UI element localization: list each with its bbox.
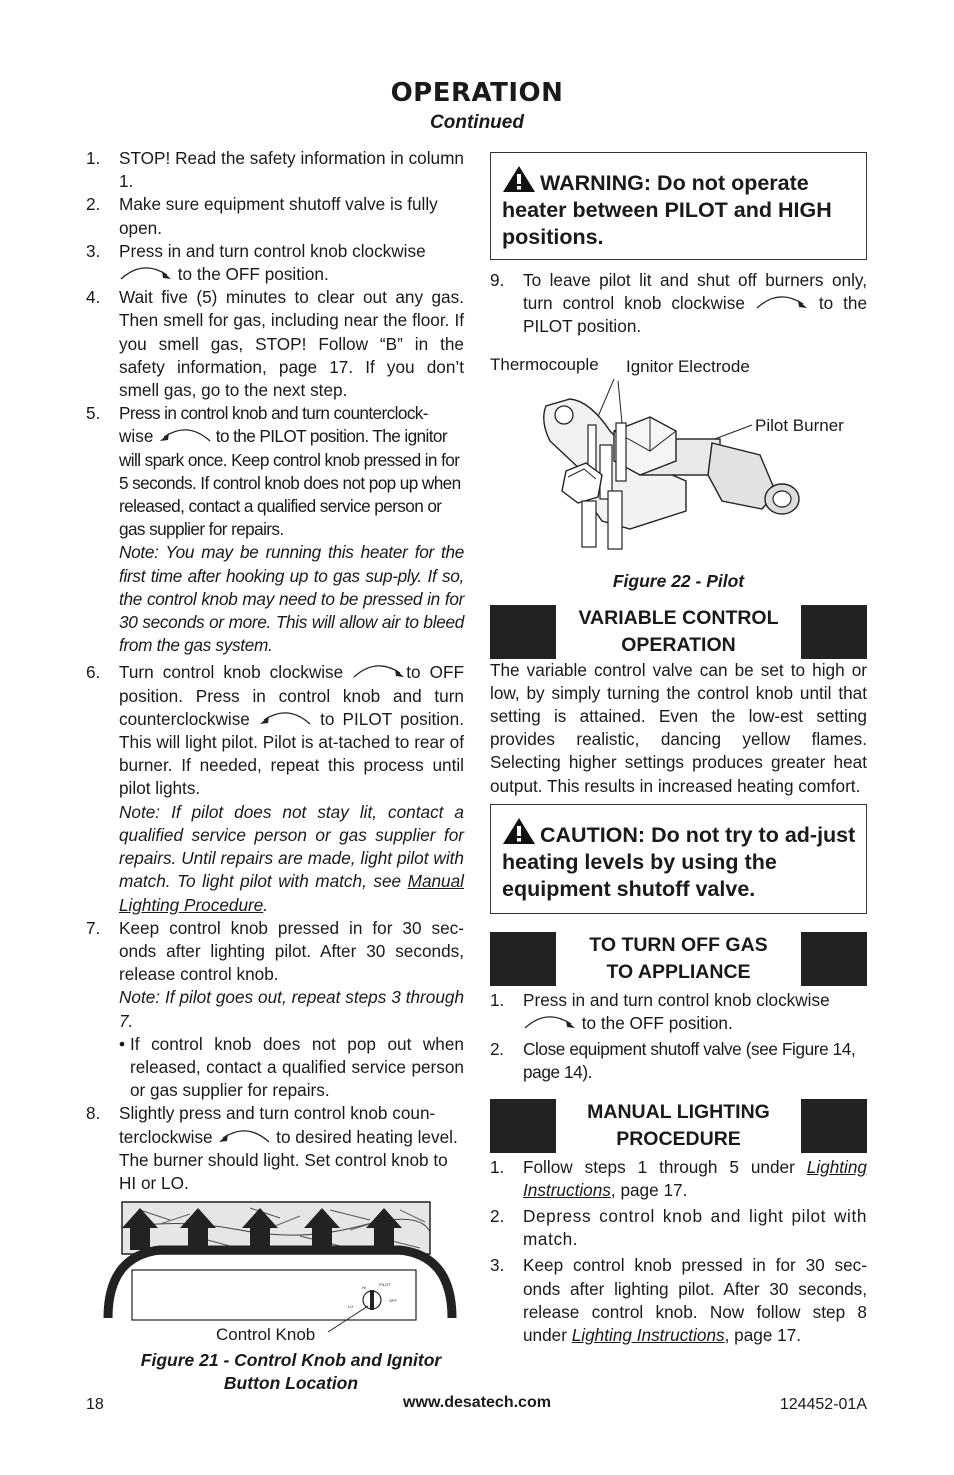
heading-line: TO APPLIANCE	[606, 960, 751, 983]
warning-triangle-icon	[502, 165, 536, 193]
step-number: 2.	[490, 1206, 505, 1227]
page-title: OPERATION	[390, 78, 564, 108]
step-text: Press in and turn control knob clockwise	[523, 989, 830, 1010]
step-text: to PILOT	[320, 708, 392, 729]
step-number: 1.	[490, 1156, 505, 1177]
step-number: 3.	[86, 240, 101, 261]
step-text: to the OFF position.	[581, 1013, 733, 1034]
heading-block-right	[801, 605, 867, 659]
step-text: Keep control knob pressed in for 30 sec-onds after lighting pilot. After 30 seconds, release control knob.	[119, 917, 464, 985]
manual-step-3	[490, 1254, 867, 1347]
clockwise-arrow-icon	[523, 1012, 577, 1032]
turn-off-step-2	[490, 1038, 867, 1084]
variable-control-heading	[490, 605, 867, 659]
heading-line: OPERATION	[621, 633, 736, 656]
step-9	[490, 269, 867, 339]
step-text: wise	[119, 426, 154, 447]
step-3	[86, 240, 464, 286]
variable-control-body: The variable control valve can be set to high or low, by simply turning the control knob until that setting is attained. Even the low-est setting provides realistic, dancing yellow flames. Selecting higher settings produces greater heat output. This results in increased heating comfort.	[490, 659, 867, 796]
step-text: terclockwise	[119, 1126, 213, 1147]
footer-url[interactable]: www.desatech.com	[403, 1394, 551, 1411]
pilot-burner-label: Pilot Burner	[755, 415, 844, 435]
step-number: 3.	[490, 1255, 505, 1276]
knob-label-pilot: PILOT	[379, 1282, 391, 1287]
step-text: OFF position. Press in control knob and turn counterclockwise	[119, 662, 465, 729]
step-note: Note: If pilot does not stay lit, contact a qualified service person or gas supplier for repairs. Until repairs are made, light pilot with match. To light pilot with match, see	[119, 801, 464, 892]
clockwise-arrow-icon	[755, 292, 809, 312]
control-knob-label: Control Knob	[216, 1325, 316, 1344]
heading-block-left	[490, 1099, 556, 1153]
heading-line: MANUAL LIGHTING	[587, 1100, 770, 1123]
step-text: , page 17.	[610, 1179, 688, 1200]
step-text: Make sure equipment shutoff valve is fully open.	[119, 194, 438, 238]
left-column	[86, 147, 464, 1195]
manual-step-2	[490, 1205, 867, 1251]
warning-box	[490, 152, 867, 260]
step-text: STOP! Read the safety information in column 1.	[119, 148, 464, 192]
knob-label-lo: LO	[348, 1304, 354, 1309]
manual-lighting-link[interactable]: Manual Lighting Procedure	[119, 871, 464, 915]
thermocouple-label: Thermocouple	[490, 354, 599, 374]
step-text: To leave pilot lit and shut off burners only, turn control knob clockwise	[523, 270, 867, 314]
step-text: Press in control knob and turn counterclock-	[119, 403, 428, 424]
right-column	[490, 152, 867, 1347]
step-8	[86, 1102, 464, 1195]
figure-22-caption: Figure 22 - Pilot	[612, 570, 745, 591]
turn-off-gas-heading	[490, 932, 867, 986]
step-text: to the OFF position.	[177, 264, 329, 285]
step-number: 5.	[86, 403, 101, 424]
clockwise-arrow-icon	[119, 263, 173, 283]
turn-off-step-1	[490, 989, 867, 1035]
step-text: position. This will light pilot. Pilot is at-tached to rear of burner. If needed, repeat this process until pilot lights.	[119, 708, 465, 799]
lighting-instructions-link[interactable]: Lighting Instructions	[523, 1156, 867, 1200]
manual-step-1	[490, 1156, 867, 1202]
heading-line: PROCEDURE	[616, 1127, 741, 1150]
step-number: 7.	[86, 917, 101, 938]
ignitor-electrode-label: Ignitor Electrode	[626, 356, 750, 376]
step-text: PILOT position.	[523, 316, 642, 337]
caution-text: CAUTION: Do not try to ad-just heating levels by using the equipment shutoff valve.	[502, 822, 856, 901]
heading-line: TO TURN OFF GAS	[589, 933, 768, 956]
counterclockwise-arrow-icon	[217, 1126, 271, 1146]
step-text: Press in and turn control knob clockwise	[119, 240, 426, 261]
step-number: 4.	[86, 287, 101, 308]
step-text: , page 17.	[724, 1325, 802, 1346]
step-number: 9.	[490, 270, 505, 290]
caution-box	[490, 804, 867, 914]
bullet-dot: •	[119, 1033, 126, 1054]
bullet-text: If control knob does not pop out when released, contact a qualified service person or gas supplier for repairs.	[130, 1033, 464, 1101]
step-7	[86, 917, 464, 1103]
step-1	[86, 147, 464, 193]
pilot-assembly-illustration	[490, 351, 867, 583]
step-note: Note: You may be running this heater for the first time after hooking up to gas sup-ply. If so, the control knob may need to be pressed in for 30 seconds or more. This will allow air to bleed from the gas system.	[119, 542, 464, 656]
step-text: Wait five (5) minutes to clear out any gas. Then smell for gas, including near the floor. If you smell gas, STOP! Follow “B” in the safety information, page 17. If you don’t smell gas, go to the next step.	[119, 287, 464, 401]
step-5	[86, 402, 464, 657]
heading-block-left	[490, 605, 556, 659]
heading-block-right	[801, 932, 867, 986]
step-text: Turn control knob clockwise	[119, 662, 344, 683]
caption-line: Figure 21 - Control Knob and Ignitor	[140, 1350, 442, 1370]
heading-line: VARIABLE CONTROL	[578, 606, 779, 629]
warning-triangle-icon	[502, 817, 536, 845]
step-2	[86, 193, 464, 239]
figure-21-caption	[102, 1349, 480, 1395]
heading-block-left	[490, 932, 556, 986]
figure-22	[490, 351, 867, 583]
step-text: to	[406, 662, 421, 683]
knob-label-hi: HI	[362, 1285, 366, 1290]
step-note: Note: If pilot goes out, repeat steps 3 through 7.	[119, 987, 464, 1031]
clockwise-arrow-icon	[352, 661, 406, 681]
step-4	[86, 286, 464, 402]
step-number: 8.	[86, 1103, 101, 1124]
knob-label-off: OFF	[389, 1298, 397, 1303]
document-number: 124452-01A	[779, 1396, 867, 1413]
step-text: to the	[818, 293, 868, 314]
step-text: level. The burner should light. Set control knob to HI or LO.	[119, 1126, 458, 1193]
heading-block-right	[801, 1099, 867, 1153]
step-number: 6.	[86, 662, 101, 683]
step-text: Depress control knob and light pilot with match.	[523, 1206, 867, 1250]
step-text: to the PILOT position. The ignitor will spark once. Keep control knob pressed in for 5 seconds. If control knob does not pop up when released, contact a qualified service person or gas supplier for repairs.	[119, 426, 461, 540]
step-note-end: .	[263, 894, 269, 915]
warning-text: WARNING: Do not operate heater between PILOT and HIGH positions.	[502, 171, 832, 249]
step-number: 2.	[86, 194, 101, 215]
manual-lighting-heading	[490, 1099, 867, 1153]
counterclockwise-arrow-icon	[258, 708, 312, 728]
step-6	[86, 661, 464, 916]
step-number: 1.	[490, 989, 505, 1010]
caption-line: Button Location	[223, 1373, 359, 1393]
step-number: 1.	[86, 148, 101, 168]
step-text: Slightly press and turn control knob coun-	[119, 1103, 436, 1124]
step-text: Close equipment shutoff valve (see Figure 14, page 14).	[523, 1039, 856, 1083]
step-text: Keep control knob pressed in for 30 sec-onds after lighting pilot. After 30 seconds, release control knob. Now follow step 8 under	[523, 1255, 867, 1346]
step-number: 2.	[490, 1039, 504, 1060]
step-bullet	[119, 1033, 464, 1103]
counterclockwise-arrow-icon	[158, 425, 212, 445]
page-number: 18	[86, 1396, 104, 1413]
lighting-instructions-link[interactable]: Lighting Instructions	[571, 1325, 725, 1346]
step-text: to desired heating	[276, 1126, 413, 1147]
page-subtitle: Continued	[430, 112, 524, 133]
step-text: Follow steps 1 through 5 under	[523, 1156, 795, 1177]
